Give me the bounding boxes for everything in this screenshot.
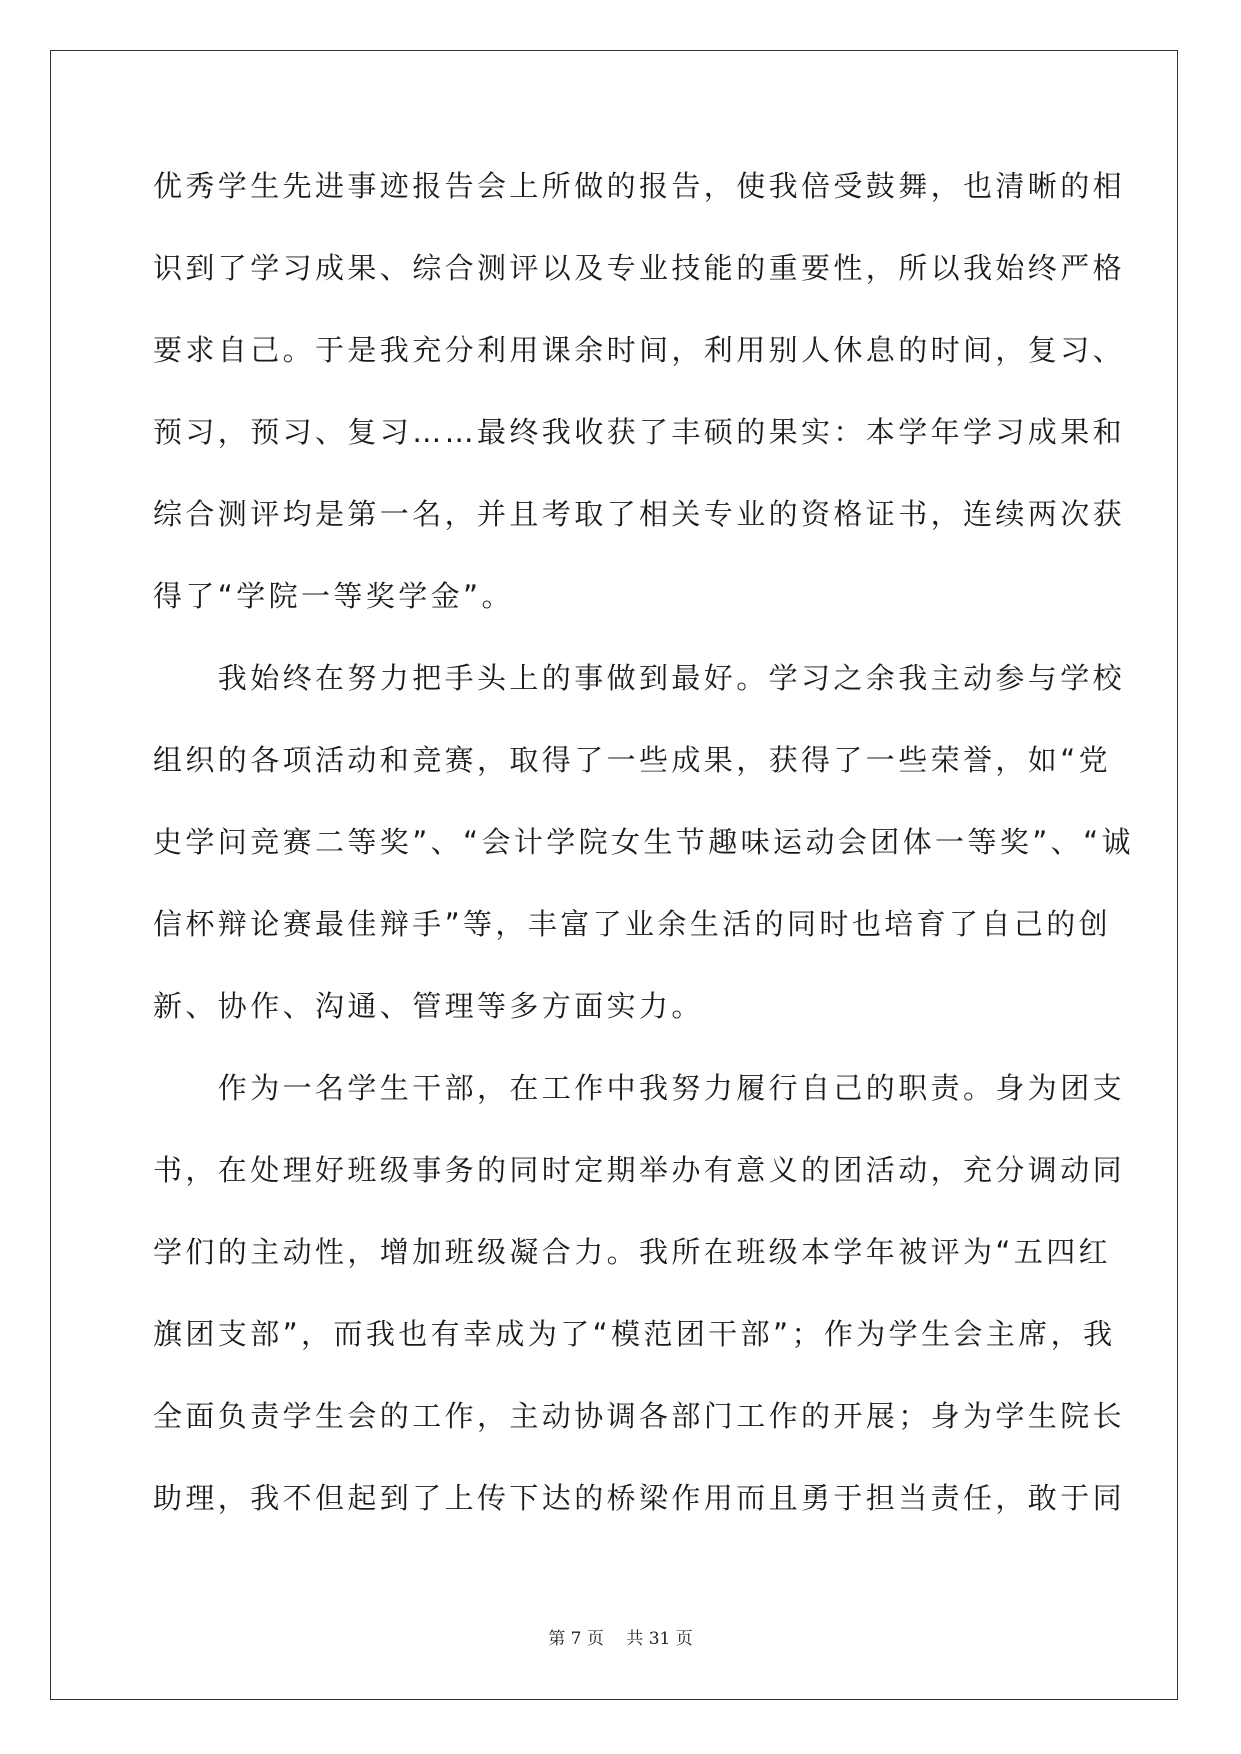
text-line: 得了“学院一等奖学金”。 — [153, 579, 514, 613]
text-line: 助理，我不但起到了上传下达的桥梁作用而且勇于担当责任，敢于同 — [153, 1481, 1126, 1515]
text-line: 学们的主动性，增加班级凝合力。我所在班级本学年被评为“五四红 — [153, 1235, 1112, 1269]
page-number-footer: 第 7 页 共 31 页 — [548, 1629, 693, 1649]
paragraph-2 — [153, 654, 1134, 1064]
text-line: 旗团支部”，而我也有幸成为了“模范团干部”；作为学生会主席，我 — [153, 1317, 1116, 1351]
text-line: 全面负责学生会的工作，主动协调各部门工作的开展；身为学生院长 — [153, 1399, 1126, 1433]
text-line: 我始终在努力把手头上的事做到最好。学习之余我主动参与学校 — [153, 661, 1126, 695]
text-line: 作为一名学生干部，在工作中我努力履行自己的职责。身为团支 — [153, 1071, 1126, 1105]
text-line: 书，在处理好班级事务的同时定期举办有意义的团活动，充分调动同 — [153, 1153, 1126, 1187]
document-body — [153, 162, 1134, 1556]
text-line: 优秀学生先进事迹报告会上所做的报告，使我倍受鼓舞，也清晰的相 — [153, 169, 1126, 203]
text-line: 识到了学习成果、综合测评以及专业技能的重要性，所以我始终严格 — [153, 251, 1126, 285]
text-line: 史学问竞赛二等奖”、“会计学院女生节趣味运动会团体一等奖”、“诚 — [153, 825, 1134, 859]
text-line: 新、协作、沟通、管理等多方面实力。 — [153, 989, 704, 1023]
text-line: 信杯辩论赛最佳辩手”等，丰富了业余生活的同时也培育了自己的创 — [153, 907, 1112, 941]
text-line: 要求自己。于是我充分利用课余时间，利用别人休息的时间，复习、 — [153, 333, 1126, 367]
text-line: 综合测评均是第一名，并且考取了相关专业的资格证书，连续两次获 — [153, 497, 1126, 531]
paragraph-3 — [153, 1064, 1126, 1556]
text-line: 预习，预习、复习……最终我收获了丰硕的果实：本学年学习成果和 — [153, 415, 1126, 449]
text-line: 组织的各项活动和竞赛，取得了一些成果，获得了一些荣誉，如“党 — [153, 743, 1112, 777]
paragraph-1 — [153, 162, 1126, 654]
